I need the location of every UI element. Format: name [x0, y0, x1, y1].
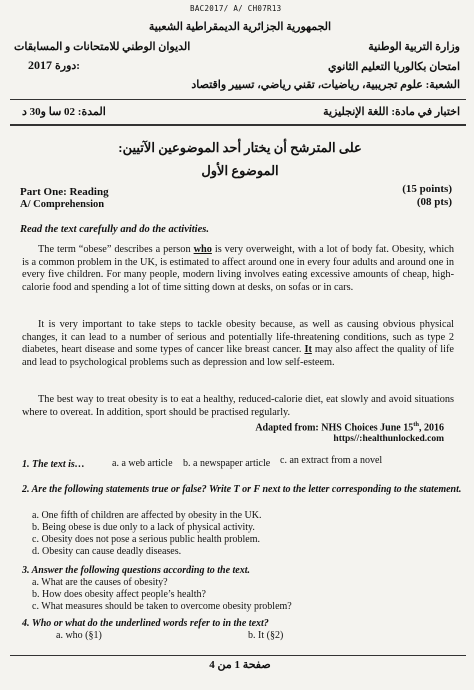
question-3: 3. Answer the following questions according to the text.	[22, 565, 250, 576]
source-url: https//:healthunlocked.com	[333, 434, 444, 444]
paragraph-1: The term “obese” describes a person who is very overweight, with a lot of body fat. Obesity, which is a common problem in the UK, is estimated to affect around one in every four adults and around one in every five children. For many people, modern living involves eating excessive amounts of cheap, high-calorie food and spending a lot of time sitting down at desks, on sofas or in cars.	[22, 244, 454, 293]
session	[28, 58, 80, 73]
session-label: دورة:	[55, 60, 80, 72]
session-year: 2017	[28, 58, 52, 72]
question-2-stem: Are the following statements true or false? Write T or F next to the letter corresponding to the statement.	[31, 484, 462, 495]
question-1: 1. The text is…	[22, 459, 85, 470]
underlined-who: who	[193, 244, 212, 255]
header-divider-bottom	[10, 124, 466, 126]
header-divider-top	[10, 99, 466, 100]
section-points: (08 pts)	[416, 196, 452, 208]
page-number: صفحة 1 من 4	[209, 659, 271, 671]
question-2-statement-a: a. One fifth of children are affected by obesity in the UK.	[32, 510, 262, 521]
underlined-it: It	[304, 344, 312, 356]
question-4: 4. Who or what do the underlined words refer to in the text?	[22, 618, 269, 629]
question-2-statement-b: b. Being obese is due only to a lack of physical activity.	[32, 522, 255, 533]
question-2: 2. Are the following statements true or false? Write T or F next to the letter corresponding to the statement.	[22, 484, 462, 495]
question-1-option-a: a. a web article	[112, 458, 173, 469]
reading-instruction: Read the text carefully and do the activities.	[20, 224, 209, 235]
part-title: Part One: Reading	[20, 186, 109, 198]
question-4-item-b: b. It (§2)	[248, 630, 284, 641]
question-3-item-a: a. What are the causes of obesity?	[32, 577, 168, 588]
question-4-stem: Who or what do the underlined words refer to in the text?	[31, 618, 269, 629]
exam-office: الديوان الوطني للامتحانات و المسابقات	[14, 41, 191, 53]
question-2-statement-d: d. Obesity can cause deadly diseases.	[32, 546, 182, 557]
republic-title: الجمهورية الجزائرية الديمقراطية الشعبية	[148, 21, 332, 33]
question-1-option-c: c. an extract from a novel	[280, 455, 383, 466]
footer-divider	[10, 655, 466, 656]
exam-name: امتحان بكالوريا التعليم الثانوي	[327, 61, 460, 73]
question-3-item-b: b. How does obesity affect people’s health?	[32, 589, 206, 600]
section-title: A/ Comprehension	[20, 199, 105, 210]
question-1-option-b: b. a newspaper article	[183, 458, 271, 469]
part-points: (15 points)	[402, 183, 452, 195]
ministry-name: وزارة التربية الوطنية	[368, 41, 460, 53]
paragraph-2: It is very important to take steps to tackle obesity because, as well as causing obvious physical changes, it can lead to a number of serious and potentially life-threatening conditions, such as type 2 diabetes, heart disease and some types of cancer like breast cancer. It may also affect the quality of life and lead to psychological problems such as depression and low self-esteem.	[22, 319, 454, 368]
subject: اختبار في مادة: اللغة الإنجليزية	[323, 106, 460, 118]
duration: المدة: 02 سا و30 د	[22, 106, 106, 118]
exam-code: BAC2017/ A/ CH07R13	[190, 4, 282, 13]
paragraph-3: The best way to treat obesity is to eat a healthy, reduced-calorie diet, eat slowly and avoid situations where to overeat. In addition, sport should be practised regularly.	[22, 394, 454, 418]
subject-one-title: الموضوع الأول	[201, 163, 279, 178]
question-2-statement-c: c. Obesity does not pose a serious public health problem.	[32, 534, 261, 545]
streams: الشعبة: علوم تجريبية، رياضيات، تقني رياضي، تسيير واقتصاد	[191, 79, 460, 91]
question-4-item-a: a. who (§1)	[56, 630, 102, 641]
question-3-stem: Answer the following questions according to the text.	[31, 565, 250, 576]
question-1-stem: The text is…	[32, 459, 85, 470]
subject-choice-instruction: على المترشح أن يختار أحد الموضوعين الآتيين:	[118, 140, 362, 155]
question-3-item-c: c. What measures should be taken to overcome obesity problem?	[32, 601, 292, 612]
source-citation: Adapted from: NHS Choices June 15th, 2016	[255, 421, 444, 434]
